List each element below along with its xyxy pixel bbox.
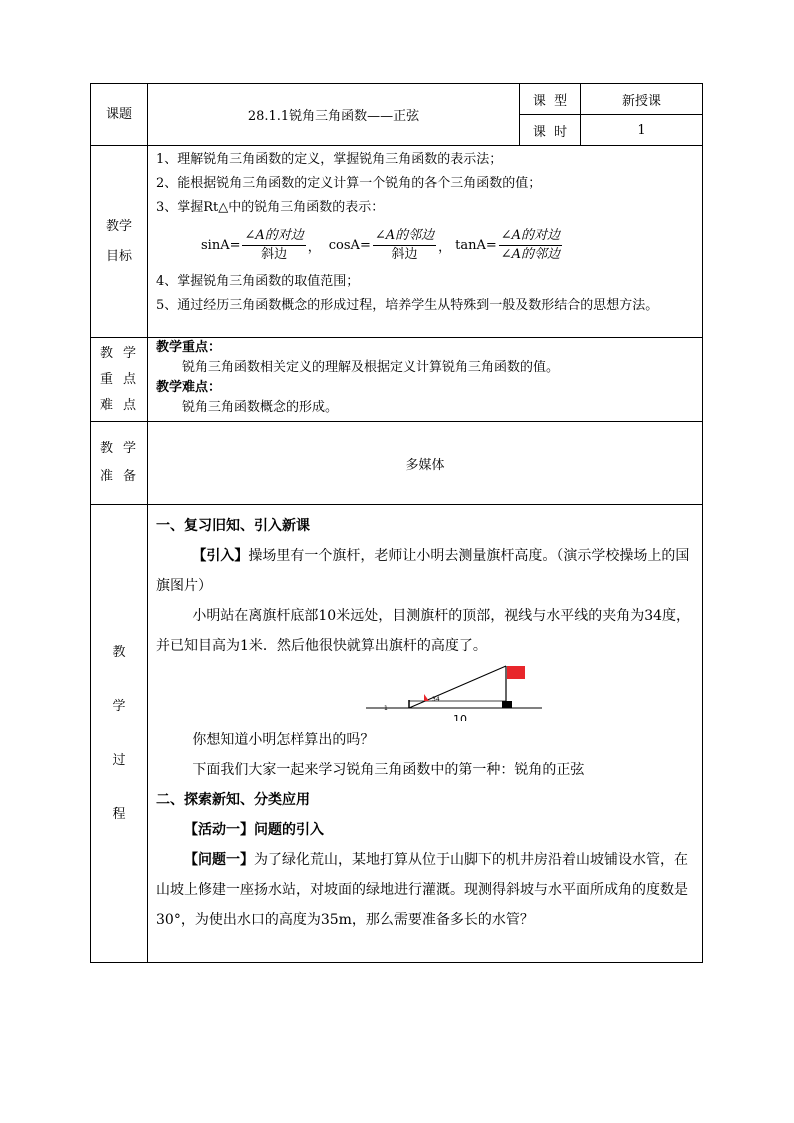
problem1-text: 为了绿化荒山，某地打算从位于山脚下的机井房沿着山坡铺设水管，在山坡上修建一座扬水站，对坡面的绿地进行灌溉。现测得斜坡与水平面所成角的度数是30°，为使出水口的高度为35m，那么需要准备多长的水管？ bbox=[156, 852, 688, 928]
keypoints-label-line3: 难点 bbox=[99, 397, 146, 413]
intro-tag: 【引入】 bbox=[192, 548, 249, 564]
formula-separator: ， bbox=[438, 239, 452, 255]
lesson-type-label: 课 型 bbox=[520, 84, 581, 115]
sin-numerator: ∠A的对边 bbox=[242, 227, 305, 246]
cos-numerator: ∠A的邻边 bbox=[373, 227, 436, 246]
keypoints-content bbox=[148, 338, 703, 422]
preparation-label bbox=[91, 422, 148, 505]
activity1-title: 【活动一】问题的引入 bbox=[184, 822, 324, 838]
tan-numerator: ∠A的对边 bbox=[499, 227, 562, 246]
preparation-label-line1: 教学 bbox=[99, 441, 146, 456]
lesson-topic: 28.1.1锐角三角函数——正弦 bbox=[148, 84, 520, 146]
lesson-plan-table bbox=[90, 83, 703, 963]
topic-label: 课题 bbox=[91, 84, 148, 146]
formula-separator: ， bbox=[307, 239, 321, 255]
process-label bbox=[91, 505, 148, 963]
problem1-paragraph bbox=[156, 845, 694, 935]
objectives-label-line2: 目标 bbox=[105, 248, 132, 264]
intro-paragraph bbox=[156, 541, 694, 601]
objective-item: 2、能根据锐角三角函数的定义计算一个锐角的各个三角函数的值； bbox=[156, 176, 542, 191]
question-paragraph: 你想知道小明怎样算出的吗？ bbox=[192, 732, 375, 748]
lesson-hours-value: 1 bbox=[581, 115, 703, 146]
process-label-char: 过 bbox=[112, 752, 126, 768]
distance-label: 10 bbox=[453, 713, 467, 721]
tan-prefix: tanA= bbox=[455, 237, 497, 253]
objective-item: 4、掌握锐角三角函数的取值范围； bbox=[156, 274, 360, 289]
left-label: 1 bbox=[384, 705, 388, 712]
flagpole-diagram bbox=[156, 663, 696, 721]
transition-paragraph: 下面我们大家一起来学习锐角三角函数中的第一种：锐角的正弦 bbox=[192, 762, 585, 778]
section2-title: 二、探索新知、分类应用 bbox=[156, 792, 310, 808]
tan-fraction bbox=[499, 227, 562, 264]
pole-base bbox=[502, 701, 512, 708]
flag bbox=[507, 666, 525, 679]
angle-mark bbox=[424, 694, 429, 701]
process-label-char: 程 bbox=[112, 806, 126, 822]
focus-text: 锐角三角函数相关定义的理解及根据定义计算锐角三角函数的值。 bbox=[182, 360, 560, 375]
lesson-hours-label: 课 时 bbox=[520, 115, 581, 146]
cos-denominator: 斜边 bbox=[391, 246, 418, 262]
sin-denominator: 斜边 bbox=[261, 246, 288, 262]
keypoints-label bbox=[91, 338, 148, 422]
sin-prefix: sinA= bbox=[201, 237, 241, 253]
measurement-paragraph: 小明站在离旗杆底部10米远处，目测旗杆的顶部，视线与水平线的夹角为34度，并已知目高为1米．然后他很快就算出旗杆的高度了。 bbox=[156, 608, 691, 654]
lesson-type-value: 新授课 bbox=[581, 84, 703, 115]
objectives-label bbox=[91, 146, 148, 338]
intro-text: 操场里有一个旗杆，老师让小明去测量旗杆高度。（演示学校操场上的国旗图片） bbox=[156, 548, 690, 594]
flagpole-figure bbox=[156, 663, 694, 721]
difficulty-text: 锐角三角函数概念的形成。 bbox=[182, 400, 339, 415]
keypoints-label-line2: 重点 bbox=[99, 371, 146, 387]
preparation-label-line2: 准备 bbox=[99, 469, 146, 484]
problem1-tag: 【问题一】 bbox=[184, 852, 254, 868]
objectives-label-line1: 教学 bbox=[105, 218, 132, 234]
keypoints-label-line1: 教学 bbox=[99, 345, 146, 361]
section1-title: 一、复习旧知、引入新课 bbox=[156, 518, 310, 534]
cos-prefix: cosA= bbox=[328, 237, 371, 253]
angle-label: 34 bbox=[432, 696, 440, 703]
process-label-char: 学 bbox=[112, 698, 126, 714]
process-label-char: 教 bbox=[112, 644, 126, 660]
objectives-content bbox=[148, 146, 703, 338]
trig-formulas bbox=[156, 220, 696, 270]
process-content bbox=[148, 505, 703, 963]
sin-fraction bbox=[242, 227, 305, 264]
focus-title: 教学重点： bbox=[156, 340, 222, 355]
tan-denominator: ∠A的邻边 bbox=[500, 246, 561, 262]
cos-fraction bbox=[373, 227, 436, 264]
sight-line bbox=[409, 666, 506, 708]
objective-item: 1、理解锐角三角函数的定义，掌握锐角三角函数的表示法； bbox=[156, 152, 503, 167]
preparation-value: 多媒体 bbox=[148, 422, 703, 505]
difficulty-title: 教学难点： bbox=[156, 380, 222, 395]
objective-item: 3、掌握Rt△中的锐角三角函数的表示： bbox=[156, 200, 385, 215]
objective-item: 5、通过经历三角函数概念的形成过程，培养学生从特殊到一般及数形结合的思想方法。 bbox=[156, 298, 659, 313]
